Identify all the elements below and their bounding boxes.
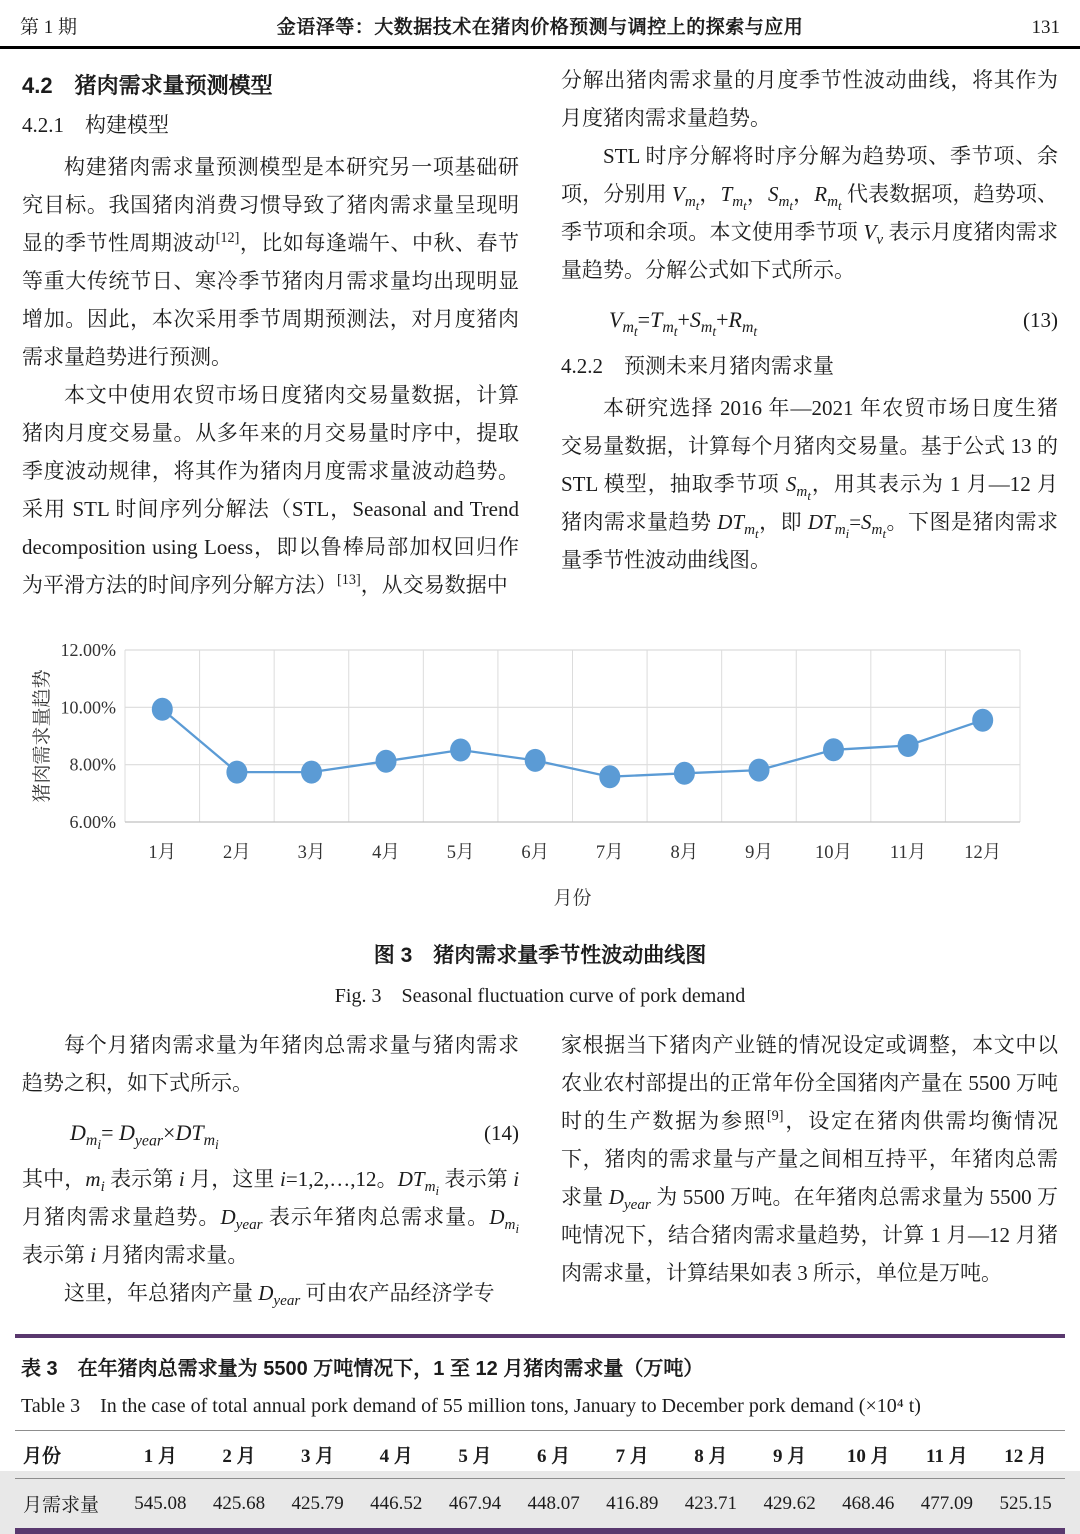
equation-14-number: (14)	[484, 1121, 519, 1145]
x-axis-title: 月份	[553, 888, 592, 909]
x-tick-label: 5月	[446, 843, 475, 863]
left-column-2	[22, 1026, 519, 1312]
table-month-header: 2 月	[200, 1431, 279, 1479]
table-header-row	[15, 1431, 1065, 1479]
paragraph: 其中，$m_i$ 表示第 i 月，这里 i=1,2,…,12。$DT_{m_i}$ 表示第 i 月猪肉需求量趋势。$D_{year}$ 表示年猪肉总需求量。$D_{m_i}$ 表示第 i 月猪肉需求量。	[22, 1167, 520, 1267]
x-tick-label: 7月	[595, 843, 624, 863]
x-tick-label: 4月	[372, 843, 400, 863]
body-columns-top	[0, 49, 1080, 604]
body-columns-bottom	[0, 1014, 1080, 1312]
table-value-cell: 423.71	[672, 1479, 751, 1532]
x-tick-label: 3月	[297, 843, 326, 863]
page-header	[0, 0, 1080, 49]
data-point	[749, 759, 770, 782]
y-axis-title: 猪肉需求量趋势	[32, 669, 53, 803]
table-caption-zh: 表 3 在年猪肉总需求量为 5500 万吨情况下，1 至 12 月猪肉需求量（万吨）	[21, 1358, 704, 1380]
line-chart-svg	[20, 620, 1060, 920]
table-value-cell: 429.62	[750, 1479, 829, 1532]
table-month-header: 10 月	[829, 1431, 908, 1479]
table-value-cell: 467.94	[436, 1479, 515, 1532]
table-data-row	[15, 1479, 1065, 1532]
equation-13-number: (13)	[1023, 308, 1058, 332]
x-tick-label: 12月	[964, 843, 1002, 863]
section-heading-4-2-2: 4.2.2 预测未来月猪肉需求量	[561, 354, 834, 378]
table-month-header: 11 月	[908, 1431, 987, 1479]
monthly-demand-table	[15, 1430, 1065, 1534]
table-month-header: 5 月	[436, 1431, 515, 1479]
paragraph: 构建猪肉需求量预测模型是本研究另一项基础研究目标。我国猪肉消费习惯导致了猪肉需求量呈现明显的季节性周期波动[12]，比如每逢端午、中秋、春节等重大传统节日、寒冷季节猪肉月需求量均出现明显增加。因此，本次采用季节周期预测法，对月度猪肉需求量趋势进行预测。	[22, 155, 520, 369]
paragraph: 本研究选择 2016 年—2021 年农贸市场日度生猪交易量数据，计算每个月猪肉交易量。基于公式 13 的 STL 模型，抽取季节项 $S_{m_t}$，用其表示为 1 月—12 月猪肉需求量趋势 $DT_{m_t}$，即 $DT_{m_i}=S_{m_t}$。下图是猪肉需求量季节性波动曲线图。	[561, 396, 1059, 572]
equation-13	[561, 305, 1058, 340]
right-column	[561, 61, 1058, 604]
table-month-header: 8 月	[672, 1431, 751, 1479]
table-value-cell: 545.08	[121, 1479, 200, 1532]
left-column	[22, 61, 519, 604]
table-month-header: 12 月	[986, 1431, 1065, 1479]
paragraph: 本文中使用农贸市场日度猪肉交易量数据，计算猪肉月度交易量。从多年来的月交易量时序中，提取季度波动规律，将其作为猪肉月度需求量波动趋势。采用 STL 时间序列分解法（STL，Seasonal and Trend decomposition using Loess，即以鲁棒局部加权回归作为平滑方法的时间序列分解方法）[13]，从交易数据中	[22, 383, 519, 597]
table-caption-en: Table 3 In the case of total annual pork demand of 55 million tons, January to December pork demand (×10⁴ t)	[21, 1395, 921, 1417]
y-tick-label: 12.00%	[60, 640, 116, 660]
data-point	[599, 765, 620, 788]
data-point	[674, 762, 695, 785]
running-title: 金语泽等：大数据技术在猪肉价格预测与调控上的探索与应用	[276, 17, 804, 38]
y-tick-label: 6.00%	[69, 812, 116, 832]
table-col-header: 月份	[15, 1431, 121, 1479]
y-tick-label: 10.00%	[60, 697, 116, 718]
table-value-cell: 446.52	[357, 1479, 436, 1532]
paragraph: STL 时序分解将时序分解为趋势项、季节项、余项，分别用 $V_{m_t}$，$T_{m_t}$，$S_{m_t}$，$R_{m_t}$ 代表数据项，趋势项、季节项和余项。本文使用季节项 $V_v$ 表示月度猪肉需求量趋势。分解公式如下式所示。	[561, 144, 1059, 282]
table-value-cell: 525.15	[986, 1479, 1065, 1532]
table-row-label: 月需求量	[15, 1479, 121, 1532]
table-value-cell: 416.89	[593, 1479, 672, 1532]
paragraph: 这里，年总猪肉产量 $D_{year}$ 可由农产品经济学专	[64, 1281, 495, 1310]
data-point	[972, 709, 993, 732]
section-heading-4-2-1: 4.2.1 构建模型	[22, 113, 169, 137]
table-3-section	[15, 1334, 1065, 1534]
data-point	[301, 761, 322, 784]
table-value-cell: 468.46	[829, 1479, 908, 1532]
x-tick-label: 9月	[745, 843, 773, 863]
seasonal-fluctuation-chart	[0, 620, 1080, 925]
x-tick-label: 6月	[521, 843, 550, 863]
x-tick-label: 11月	[889, 843, 927, 863]
x-tick-label: 10月	[814, 843, 853, 863]
table-month-header: 6 月	[514, 1431, 593, 1479]
data-point	[525, 749, 546, 772]
data-point	[823, 738, 844, 761]
data-point	[450, 739, 471, 762]
table-value-cell: 477.09	[908, 1479, 987, 1532]
section-heading-4-2: 4.2 猪肉需求量预测模型	[22, 73, 273, 98]
x-tick-label: 2月	[223, 843, 251, 863]
equation-14-expression: $D_{m_i}= D_{year}\times DT_{m_i}$	[70, 1120, 219, 1153]
data-point	[898, 734, 919, 757]
table-value-cell: 425.79	[278, 1479, 357, 1532]
figure-caption-zh: 图 3 猪肉需求量季节性波动曲线图	[373, 944, 707, 967]
equation-14	[22, 1118, 519, 1153]
y-tick-label: 8.00%	[69, 754, 116, 775]
right-column-2	[561, 1026, 1058, 1312]
journal-issue: 第 1 期	[20, 17, 78, 38]
paragraph: 每个月猪肉需求量为年猪肉总需求量与猪肉需求趋势之积，如下式所示。	[22, 1033, 519, 1095]
figure-caption-en: Fig. 3 Seasonal fluctuation curve of pork demand	[334, 985, 746, 1007]
table-month-header: 4 月	[357, 1431, 436, 1479]
x-tick-label: 8月	[670, 843, 699, 863]
table-month-header: 1 月	[121, 1431, 200, 1479]
table-month-header: 7 月	[593, 1431, 672, 1479]
figure-caption	[0, 939, 1080, 1008]
data-point	[226, 761, 247, 784]
data-point	[152, 698, 173, 721]
table-value-cell: 448.07	[514, 1479, 593, 1532]
paragraph: 分解出猪肉需求量的月度季节性波动曲线，将其作为月度猪肉需求量趋势。	[561, 68, 1058, 130]
table-month-header: 9 月	[750, 1431, 829, 1479]
table-value-cell: 425.68	[200, 1479, 279, 1532]
data-point	[376, 750, 397, 773]
page-number: 131	[1031, 17, 1060, 38]
equation-13-expression: $V_{m_t}=T_{m_t}+S_{m_t}+R_{m_t}$	[609, 307, 758, 340]
paragraph: 家根据当下猪肉产业链的情况设定或调整，本文中以农业农村部提出的正常年份全国猪肉产量在 5500 万吨时的生产数据为参照[9]，设定在猪肉供需均衡情况下，猪肉的需求量与产量之间相互持平，年猪肉总需求量 $D_{year}$ 为 5500 万吨。在年猪肉总需求量为 5500 万吨情况下，结合猪肉需求量趋势，计算 1 月—12 月猪肉需求量，计算结果如表 3 所示，单位是万吨。	[561, 1033, 1059, 1285]
table-month-header: 3 月	[278, 1431, 357, 1479]
x-tick-label: 1月	[148, 843, 177, 863]
